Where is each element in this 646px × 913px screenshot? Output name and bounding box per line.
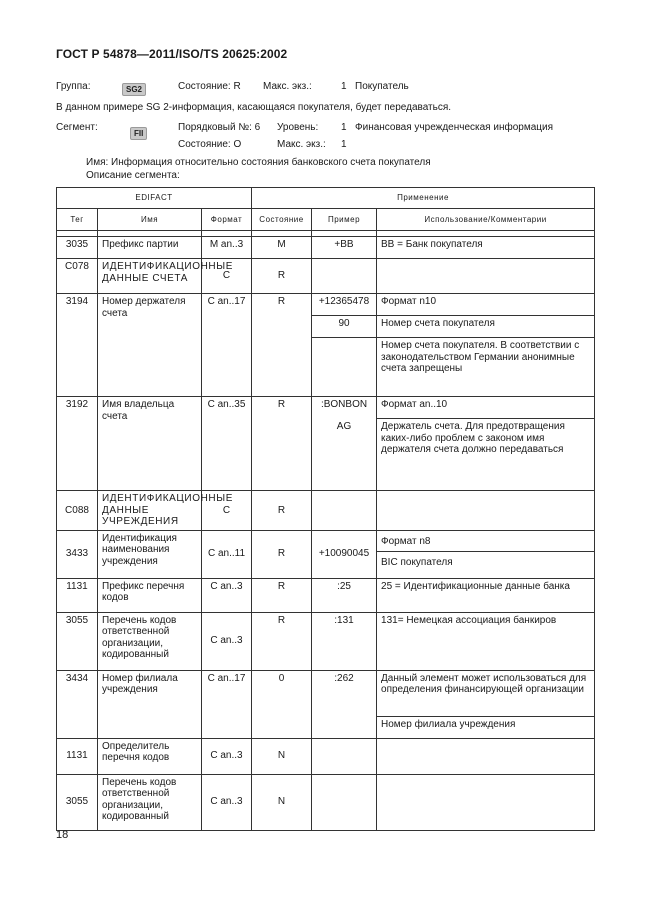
table-row — [57, 530, 595, 578]
usage-line: Формат n8 — [377, 531, 594, 553]
cell-status: N — [252, 738, 312, 774]
cell-format: C an..17 — [202, 294, 252, 397]
page-number: 18 — [56, 829, 69, 841]
cell-tag: 3194 — [57, 294, 98, 397]
cell-format: C an..11 — [202, 530, 252, 578]
cell-usage: Данный элемент может использоваться для определения финансирующей организации — [377, 670, 595, 716]
cell-name: Перечень кодов ответственной организации, кодированный — [98, 612, 202, 670]
col-usage: Использование/Комментарии — [377, 209, 595, 231]
cell-usage — [377, 259, 595, 294]
cell-tag: 1131 — [57, 738, 98, 774]
cell-status: R — [252, 530, 312, 578]
segment-max-value: 1 — [341, 139, 347, 150]
cell-tag: 3192 — [57, 397, 98, 491]
cell-tag: 3055 — [57, 612, 98, 670]
cell-status: M — [252, 237, 312, 259]
cell-status: R — [252, 578, 312, 612]
col-tag: Тег — [57, 209, 98, 231]
cell-name: Перечень кодов ответственной организации, кодированный — [98, 774, 202, 830]
cell-usage: Номер филиала учреждения — [377, 716, 595, 738]
cell-status: N — [252, 774, 312, 830]
cell-format: C an..3 — [202, 578, 252, 612]
cell-format: C an..35 — [202, 397, 252, 491]
segment-max-label: Макс. экз.: — [277, 139, 326, 150]
cell-status: R — [252, 397, 312, 491]
col-example: Пример — [312, 209, 377, 231]
segment-name: Финансовая учрежденческая информация — [355, 122, 553, 133]
cell-tag: 3035 — [57, 237, 98, 259]
cell-format: M an..3 — [202, 237, 252, 259]
document-title: ГОСТ Р 54878—2011/ISO/TS 20625:2002 — [56, 47, 288, 61]
group-max-value: 1 — [341, 81, 347, 92]
segment-ordinal: Порядковый №: 6 — [178, 122, 261, 133]
table-row — [57, 612, 595, 670]
segment-status: Состояние: О — [178, 139, 242, 150]
cell-usage: Формат n10 — [377, 294, 595, 316]
cell-example: AG — [312, 419, 377, 491]
table-group-header-row — [57, 188, 595, 209]
cell-name: Префикс перечня кодов — [98, 578, 202, 612]
cell-usage: 131= Немецкая ассоциация банкиров — [377, 612, 595, 670]
group-max-label: Макс. экз.: — [263, 81, 312, 92]
cell-format: C an..17 — [202, 670, 252, 738]
cell-tag: C088 — [57, 491, 98, 531]
cell-example — [312, 259, 377, 294]
cell-status: R — [252, 259, 312, 294]
header-application: Применение — [252, 188, 595, 209]
cell-usage — [377, 774, 595, 830]
cell-example: 90 — [312, 316, 377, 338]
cell-example — [312, 338, 377, 397]
cell-status: R — [252, 491, 312, 531]
cell-usage: Номер счета покупателя — [377, 316, 595, 338]
cell-name: ИДЕНТИФИКАЦИОННЫЕ ДАННЫЕ УЧРЕЖДЕНИЯ — [98, 491, 202, 531]
col-status: Состояние — [252, 209, 312, 231]
cell-format: C — [202, 259, 252, 294]
group-badge-text: SG2 — [122, 83, 146, 96]
segment-table — [56, 187, 595, 831]
segment-name-line: Имя: Информация относительно состояния банковского счета покупателя — [86, 157, 431, 168]
cell-name: Идентификация наименования учреждения — [98, 530, 202, 578]
cell-name: Номер держателя счета — [98, 294, 202, 397]
cell-example: :BONBON — [312, 397, 377, 419]
segment-badge — [130, 127, 147, 140]
cell-name: Определитель перечня кодов — [98, 738, 202, 774]
segment-level-label: Уровень: — [277, 122, 319, 133]
group-status: Состояние: R — [178, 81, 241, 92]
cell-example: :131 — [312, 612, 377, 670]
table-row — [57, 259, 595, 294]
cell-example: :25 — [312, 578, 377, 612]
col-name: Имя — [98, 209, 202, 231]
cell-example: +10090045 — [312, 530, 377, 578]
segment-description-label: Описание сегмента: — [86, 170, 180, 181]
cell-name: Имя владельца счета — [98, 397, 202, 491]
cell-format: C — [202, 491, 252, 531]
table-row — [57, 774, 595, 830]
cell-name: Номер филиала учреждения — [98, 670, 202, 738]
segment-badge-text: FII — [130, 127, 147, 140]
cell-status: R — [252, 612, 312, 670]
cell-usage — [377, 738, 595, 774]
cell-example — [312, 774, 377, 830]
table-row — [57, 738, 595, 774]
cell-usage: Держатель счета. Для предотвращения каких-либо проблем с законом имя держателя счета должно передаваться — [377, 419, 595, 491]
cell-tag: 3055 — [57, 774, 98, 830]
cell-name: Префикс партии — [98, 237, 202, 259]
group-badge — [122, 83, 146, 96]
cell-example — [312, 491, 377, 531]
segment-level-value: 1 — [341, 122, 347, 133]
table-column-header-row — [57, 209, 595, 231]
table-row — [57, 397, 595, 419]
cell-example: +12365478 — [312, 294, 377, 316]
cell-format: C an..3 — [202, 612, 252, 670]
cell-usage: BB = Банк покупателя — [377, 237, 595, 259]
cell-example: +BB — [312, 237, 377, 259]
table-row — [57, 294, 595, 316]
cell-tag: 3434 — [57, 670, 98, 738]
usage-line: BIC покупателя — [381, 557, 453, 568]
cell-usage: Формат an..10 — [377, 397, 595, 419]
cell-usage — [377, 530, 595, 578]
cell-status: R — [252, 294, 312, 397]
cell-usage: Номер счета покупателя. В соответствии с законодательством Германии анонимные счета запрещены — [377, 338, 595, 397]
group-name: Покупатель — [355, 81, 409, 92]
cell-tag: C078 — [57, 259, 98, 294]
cell-format: C an..3 — [202, 738, 252, 774]
col-format: Формат — [202, 209, 252, 231]
group-label: Группа: — [56, 81, 91, 92]
cell-example — [312, 738, 377, 774]
cell-usage: 25 = Идентификационные данные банка — [377, 578, 595, 612]
table-row — [57, 578, 595, 612]
cell-status: 0 — [252, 670, 312, 738]
cell-name: ИДЕНТИФИКАЦИОННЫЕ ДАННЫЕ СЧЕТА — [98, 259, 202, 294]
cell-tag: 3433 — [57, 530, 98, 578]
example-note: В данном примере SG 2-информация, касающаяся покупателя, будет передаваться. — [56, 102, 452, 113]
header-edifact: EDIFACT — [57, 188, 252, 209]
table-row — [57, 491, 595, 531]
segment-label: Сегмент: — [56, 122, 98, 133]
table-row — [57, 670, 595, 716]
table-row — [57, 237, 595, 259]
cell-format: C an..3 — [202, 774, 252, 830]
cell-tag: 1131 — [57, 578, 98, 612]
cell-usage — [377, 491, 595, 531]
cell-example: :262 — [312, 670, 377, 738]
